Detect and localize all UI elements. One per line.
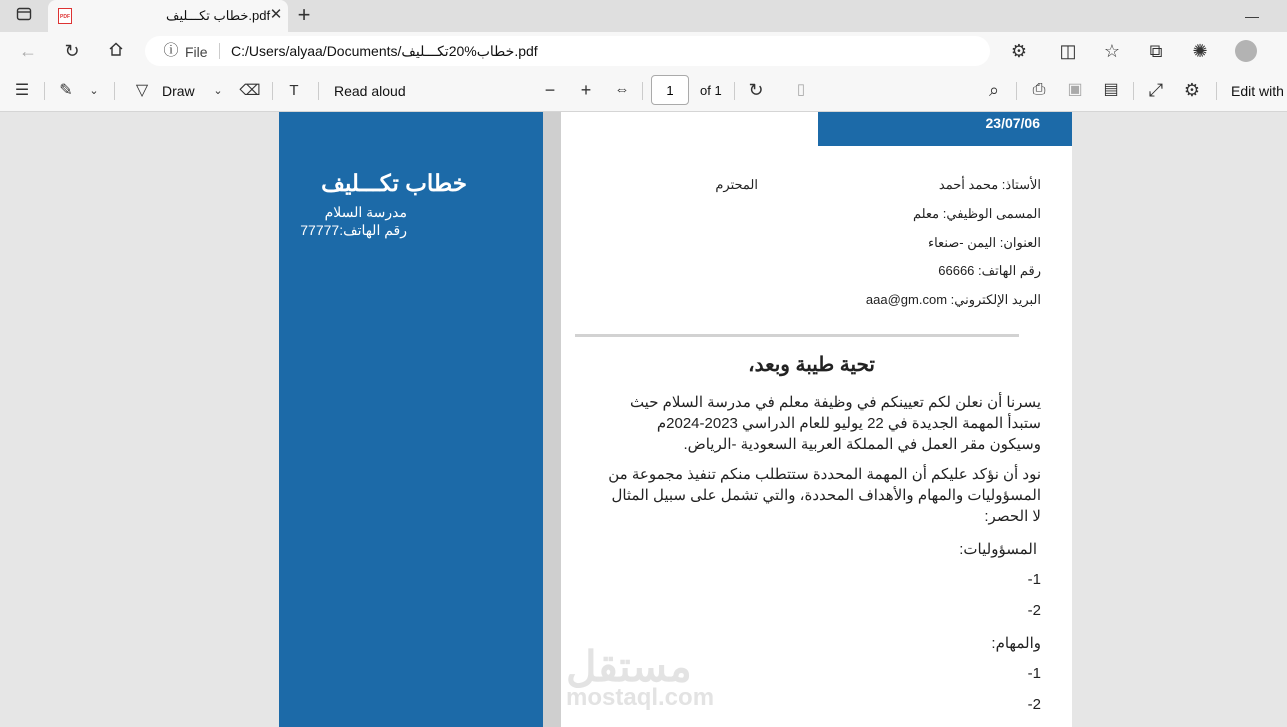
profile-avatar[interactable] [1235,40,1257,62]
collections-icon[interactable]: ⧉ [1149,41,1163,61]
zoom-in-icon[interactable]: + [580,80,592,100]
paragraph-1-line-2: ستبدأ المهمة الجديدة في 22 يوليو للعام الدراسي 2023-2024م [656,415,1041,432]
watermark-latin: mostaql.com [566,684,715,711]
toolbar-divider [1133,82,1134,100]
tab-actions-icon[interactable] [12,6,36,26]
draw-button[interactable]: Draw [162,83,195,99]
recipient-email: البريد الإلكتروني: aaa@gm.com [865,292,1041,307]
edit-with-button[interactable]: Edit with [1231,83,1284,99]
zoom-out-icon[interactable]: − [544,80,556,100]
task-item: 2- [1027,696,1041,713]
highlight-icon[interactable]: ✎ [59,82,73,99]
address-field[interactable] [145,36,990,66]
greeting: تحية طيبة وبعد، [748,354,875,376]
responsibility-item: 2- [1027,602,1041,619]
school-phone: رقم الهاتف:77777 [300,222,407,238]
toolbar-divider [272,82,273,100]
letter-title: خطاب تكـــليف [321,170,467,196]
recipient-address: العنوان: اليمن -صنعاء [927,235,1041,250]
pdf-viewer[interactable] [0,112,1287,727]
extensions-icon[interactable]: ⚙ [1010,41,1028,61]
tab-active[interactable] [48,0,288,32]
back-icon[interactable]: ← [19,41,37,61]
date-box [818,112,1072,146]
print-icon[interactable]: ⎙ [1032,81,1046,98]
task-item: 1- [1027,665,1041,682]
toolbar-divider [318,82,319,100]
toolbar-divider [44,82,45,100]
recipient-name: الأستاذ: محمد أحمد [938,177,1041,192]
url-divider [219,43,220,59]
toolbar-divider [734,82,735,100]
settings-gear-icon[interactable]: ⚙ [1183,80,1201,100]
toolbar-divider [1216,82,1217,100]
chevron-down-icon[interactable]: ⌄ [213,85,223,97]
divider-line [575,334,1019,337]
recipient-job-title: المسمى الوظيفي: معلم [912,206,1041,221]
tab-strip [0,0,1287,32]
page-total: of 1 [700,83,722,98]
chevron-down-icon[interactable]: ⌄ [89,85,99,97]
page-number-input[interactable]: 1 [651,75,689,105]
contents-icon[interactable]: ☰ [14,82,30,99]
file-label: File [185,44,208,60]
paragraph-1-line-3: وسيكون مقر العمل في المملكة العربية السعودية -الرياض. [683,436,1041,453]
save-icon[interactable]: ▣ [1067,81,1083,98]
favorites-icon[interactable]: ☆ [1103,41,1121,61]
responsibilities-label: المسؤوليات: [959,541,1037,558]
letter-sidebar [279,112,543,727]
tasks-label: والمهام: [991,635,1041,652]
toolbar-divider [642,82,643,100]
page-view-icon[interactable]: ▯ [796,81,806,98]
paragraph-2-line-3: لا الحصر: [984,508,1041,525]
paragraph-2-line-2: المسؤوليات والمهام والأهداف المحددة، والتي تشمل على سبيل المثال [611,487,1041,504]
save-as-icon[interactable]: ▤ [1103,81,1119,98]
recipient-honorific: المحترم [715,177,758,192]
close-tab-icon[interactable]: ✕ [269,6,283,23]
eraser-icon[interactable]: ⌫ [239,82,261,99]
pdf-toolbar [0,70,1287,112]
paragraph-1-line-1: يسرنا أن نعلن لكم تعيينكم في وظيفة معلم في مدرسة السلام حيث [629,394,1041,411]
url-text[interactable]: C:/Users/alyaa/Documents/خطاب%20تكـــليف.pdf [231,43,538,59]
split-screen-icon[interactable]: ◫ [1059,41,1077,61]
rotate-icon[interactable]: ↻ [748,80,764,100]
paragraph-2-line-1: نود أن نؤكد عليكم أن المهمة المحددة ستتطلب منكم تنفيذ مجموعة من [608,466,1041,483]
letter-date: 23/07/06 [985,115,1040,131]
fullscreen-icon[interactable]: ⤢ [1148,80,1164,100]
new-tab-button[interactable]: + [297,2,311,27]
info-icon[interactable]: ⓘ [163,42,179,59]
home-icon[interactable] [104,41,128,61]
draw-icon[interactable]: ▽ [135,82,149,99]
recipient-phone: رقم الهاتف: 66666 [938,263,1041,278]
copilot-icon[interactable]: ✺ [1192,41,1208,61]
refresh-icon[interactable]: ↻ [64,41,80,61]
school-name: مدرسة السلام [324,204,407,220]
text-box-icon[interactable]: T [289,82,299,99]
minimize-button[interactable]: — [1245,8,1259,24]
pdf-icon: PDF [58,8,72,24]
search-icon[interactable]: ⌕ [988,80,1000,100]
tab-title: خطاب تكـــليف.pdf [166,8,271,23]
page-gutter [543,112,561,727]
watermark-arabic: مستقل [566,643,692,690]
responsibility-item: 1- [1027,571,1041,588]
toolbar-divider [1016,82,1017,100]
toolbar-divider [114,82,115,100]
pdf-page [279,112,1072,727]
read-aloud-button[interactable]: Read aloud [334,83,406,99]
fit-page-icon[interactable]: ⇔ [614,81,630,98]
